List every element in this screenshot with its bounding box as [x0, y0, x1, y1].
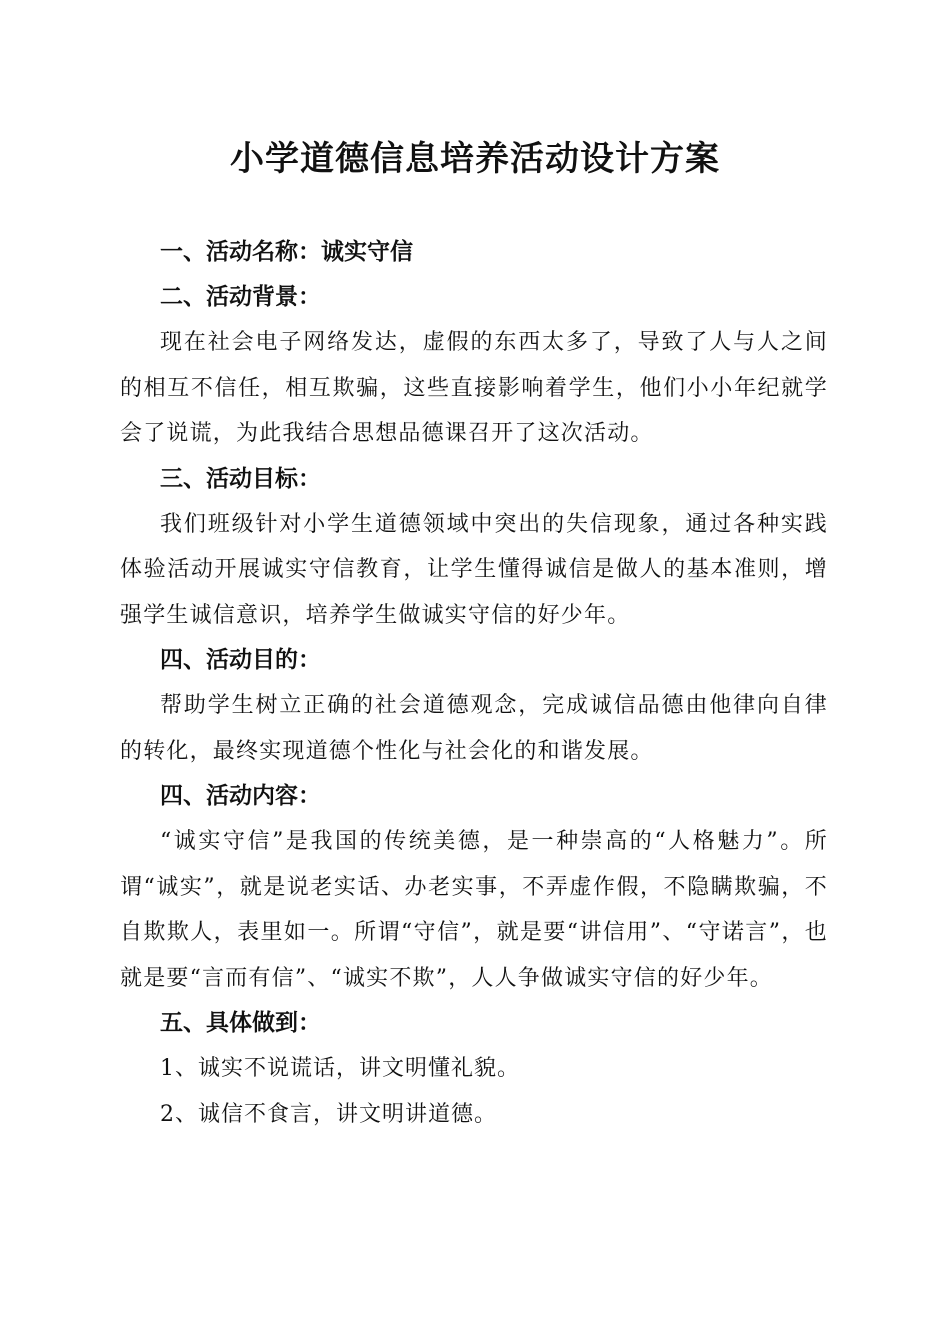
- paragraph-goals: 我们班级针对小学生道德领域中突出的失信现象，通过各种实践体验活动开展诚实守信教育，让学生懂得诚信是做人的基本准则，增强学生诚信意识，培养学生做诚实守信的好少年。: [120, 511, 828, 628]
- document-body: [120, 230, 828, 1137]
- list-item: 2、诚信不食言，讲文明讲道德。: [160, 1101, 497, 1127]
- section-heading-content: 四、活动内容：: [160, 783, 321, 809]
- section-heading-specifics: 五、具体做到：: [160, 1010, 321, 1036]
- list-item: 1、诚实不说谎话，讲文明懂礼貌。: [160, 1056, 520, 1081]
- section-heading-goals: 三、活动目标：: [160, 465, 321, 492]
- paragraph-purpose: 帮助学生树立正确的社会道德观念，完成诚信品德由他律向自律的转化，最终实现道德个性化与社会化的和谐发展。: [120, 693, 828, 764]
- document-title: 小学道德信息培养活动设计方案: [230, 139, 720, 179]
- section-heading-activity-name: 一、活动名称：诚实守信: [160, 239, 413, 265]
- section-heading-background: 二、活动背景：: [160, 284, 321, 310]
- paragraph-background: 现在社会电子网络发达，虚假的东西太多了，导致了人与人之间的相互不信任，相互欺骗，这些直接影响着学生，他们小小年纪就学会了说谎，为此我结合思想品德课召开了这次活动。: [120, 330, 828, 446]
- paragraph-content: “诚实守信”是我国的传统美德，是一种崇高的“人格魅力”。所谓“诚实”，就是说老实话、办老实事，不弄虚作假，不隐瞒欺骗，不自欺欺人，表里如一。所谓“守信”，就是要“讲信用”、“守诺言”，也就是要“言而有信”、“诚实不欺”，人人争做诚实守信的好少年。: [120, 829, 828, 991]
- section-heading-purpose: 四、活动目的：: [160, 647, 321, 673]
